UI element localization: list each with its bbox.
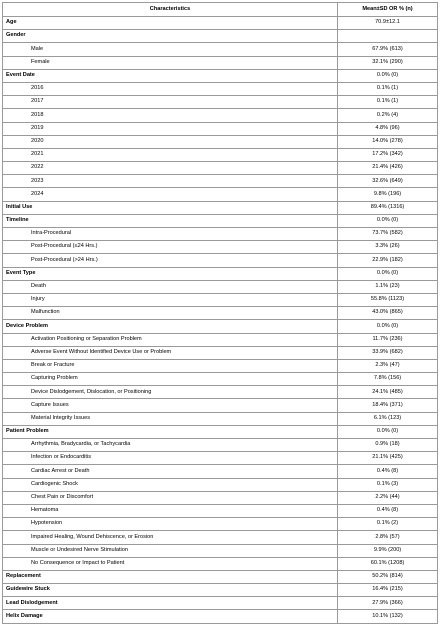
row-label: Initial Use — [3, 201, 338, 214]
row-label: Event Date — [3, 69, 338, 82]
table-row — [3, 544, 438, 557]
row-label: 2016 — [3, 82, 338, 95]
row-label: Hypotension — [3, 518, 338, 531]
row-value: 60.1% (1208) — [338, 557, 438, 570]
row-value: 0.1% (3) — [338, 478, 438, 491]
row-value: 33.9% (682) — [338, 346, 438, 359]
row-label: Impaired Healing, Wound Dehiscence, or Erosion — [3, 531, 338, 544]
row-value: 18.4% (371) — [338, 399, 438, 412]
row-value: 0.0% (0) — [338, 425, 438, 438]
row-label: Patient Problem — [3, 425, 338, 438]
table-row — [3, 412, 438, 425]
row-label: Malfunction — [3, 307, 338, 320]
row-label: Device Dislodgement, Dislocation, or Positioning — [3, 386, 338, 399]
row-label: Age — [3, 17, 338, 30]
table-row — [3, 56, 438, 69]
row-value: 0.2% (4) — [338, 109, 438, 122]
row-label: 2023 — [3, 175, 338, 188]
table-row — [3, 399, 438, 412]
row-value: 9.8% (196) — [338, 188, 438, 201]
table-row — [3, 254, 438, 267]
header-value: Mean±SD OR % (n) — [338, 3, 438, 17]
table-row — [3, 201, 438, 214]
row-value: 27.9% (366) — [338, 597, 438, 610]
row-label: Arrhythmia, Bradycardia, or Tachycardia — [3, 439, 338, 452]
row-label: Guidewire Stuck — [3, 584, 338, 597]
table-row — [3, 135, 438, 148]
row-label: 2017 — [3, 96, 338, 109]
table-row — [3, 228, 438, 241]
row-value: 73.7% (582) — [338, 228, 438, 241]
table-row — [3, 386, 438, 399]
table-row — [3, 267, 438, 280]
table-row — [3, 188, 438, 201]
row-label: Material Integrity Issues — [3, 412, 338, 425]
characteristics-table — [2, 2, 438, 624]
row-value: 2.2% (44) — [338, 491, 438, 504]
row-label: Capturing Problem — [3, 373, 338, 386]
row-label: Intra-Procedural — [3, 228, 338, 241]
table-row — [3, 373, 438, 386]
row-value: 9.9% (200) — [338, 544, 438, 557]
row-label: Chest Pain or Discomfort — [3, 491, 338, 504]
row-label: Hematoma — [3, 504, 338, 517]
table-row — [3, 346, 438, 359]
row-value: 0.4% (8) — [338, 504, 438, 517]
table-row — [3, 597, 438, 610]
row-label: Muscle or Undesired Nerve Stimulation — [3, 544, 338, 557]
row-label: Cardiogenic Shock — [3, 478, 338, 491]
row-value: 0.0% (0) — [338, 214, 438, 227]
row-value: 0.0% (0) — [338, 267, 438, 280]
row-value: 10.1% (132) — [338, 610, 438, 623]
table-row — [3, 162, 438, 175]
row-label: Infection or Endocarditis — [3, 452, 338, 465]
row-value: 0.1% (1) — [338, 82, 438, 95]
row-value: 2.3% (47) — [338, 359, 438, 372]
row-value: 0.1% (2) — [338, 518, 438, 531]
row-value: 11.7% (236) — [338, 333, 438, 346]
row-value: 6.1% (123) — [338, 412, 438, 425]
row-value: 0.4% (8) — [338, 465, 438, 478]
row-value: 0.9% (18) — [338, 439, 438, 452]
row-value: 32.1% (290) — [338, 56, 438, 69]
table-row — [3, 214, 438, 227]
row-value: 14.0% (278) — [338, 135, 438, 148]
row-label: Replacement — [3, 570, 338, 583]
table-row — [3, 504, 438, 517]
row-label: Adverse Event Without Identified Device Use or Problem — [3, 346, 338, 359]
row-value: 2.8% (57) — [338, 531, 438, 544]
row-label: Capture Issues — [3, 399, 338, 412]
row-label: Activation Positioning or Separation Problem — [3, 333, 338, 346]
table-row — [3, 307, 438, 320]
table-row — [3, 531, 438, 544]
row-value: 7.8% (156) — [338, 373, 438, 386]
row-label: Death — [3, 280, 338, 293]
row-value: 0.0% (0) — [338, 69, 438, 82]
row-label: Device Problem — [3, 320, 338, 333]
table-row — [3, 359, 438, 372]
row-label: No Consequence or Impact to Patient — [3, 557, 338, 570]
row-value: 1.1% (23) — [338, 280, 438, 293]
row-value: 67.9% (613) — [338, 43, 438, 56]
table-row — [3, 439, 438, 452]
row-value: 3.3% (26) — [338, 241, 438, 254]
row-label: 2021 — [3, 148, 338, 161]
table-body — [3, 17, 438, 624]
row-label: Cardiac Arrest or Death — [3, 465, 338, 478]
table-row — [3, 320, 438, 333]
table-header-row — [3, 3, 438, 17]
table-row — [3, 293, 438, 306]
row-label: 2022 — [3, 162, 338, 175]
row-value: 55.8% (1123) — [338, 293, 438, 306]
row-label: Injury — [3, 293, 338, 306]
table-row — [3, 610, 438, 623]
row-label: 2018 — [3, 109, 338, 122]
row-value: 4.8% (96) — [338, 122, 438, 135]
table-row — [3, 333, 438, 346]
row-label: Lead Dislodgement — [3, 597, 338, 610]
table-row — [3, 17, 438, 30]
row-value: 21.4% (426) — [338, 162, 438, 175]
header-characteristics: Characteristics — [3, 3, 338, 17]
table-row — [3, 43, 438, 56]
table-row — [3, 122, 438, 135]
row-value: 17.2% (342) — [338, 148, 438, 161]
table-row — [3, 478, 438, 491]
row-label: 2019 — [3, 122, 338, 135]
row-label: Timeline — [3, 214, 338, 227]
table-row — [3, 69, 438, 82]
table-row — [3, 280, 438, 293]
row-label: Gender — [3, 30, 338, 43]
row-value: 0.0% (0) — [338, 320, 438, 333]
table-row — [3, 465, 438, 478]
table-row — [3, 241, 438, 254]
row-label: 2020 — [3, 135, 338, 148]
row-label: Male — [3, 43, 338, 56]
table-row — [3, 491, 438, 504]
row-value: 24.1% (485) — [338, 386, 438, 399]
row-label: Event Type — [3, 267, 338, 280]
row-value: 32.6% (649) — [338, 175, 438, 188]
row-value: 0.1% (1) — [338, 96, 438, 109]
table-row — [3, 425, 438, 438]
table-row — [3, 557, 438, 570]
row-value: 89.4% (1316) — [338, 201, 438, 214]
row-value — [338, 30, 438, 43]
table-row — [3, 584, 438, 597]
row-label: Female — [3, 56, 338, 69]
row-label: Post-Procedural (≤24 Hrs.) — [3, 241, 338, 254]
row-label: Post-Procedural (>24 Hrs.) — [3, 254, 338, 267]
row-value: 22.9% (182) — [338, 254, 438, 267]
row-value: 70.9±12.1 — [338, 17, 438, 30]
table-row — [3, 175, 438, 188]
table-row — [3, 518, 438, 531]
row-value: 21.1% (425) — [338, 452, 438, 465]
table-row — [3, 148, 438, 161]
table-row — [3, 570, 438, 583]
row-value: 16.4% (215) — [338, 584, 438, 597]
table-row — [3, 96, 438, 109]
row-value: 50.2% (814) — [338, 570, 438, 583]
row-label: 2024 — [3, 188, 338, 201]
row-label: Break or Fracture — [3, 359, 338, 372]
table-row — [3, 109, 438, 122]
table-row — [3, 82, 438, 95]
table-row — [3, 452, 438, 465]
row-label: Helix Damage — [3, 610, 338, 623]
row-value: 43.0% (865) — [338, 307, 438, 320]
table-row — [3, 30, 438, 43]
